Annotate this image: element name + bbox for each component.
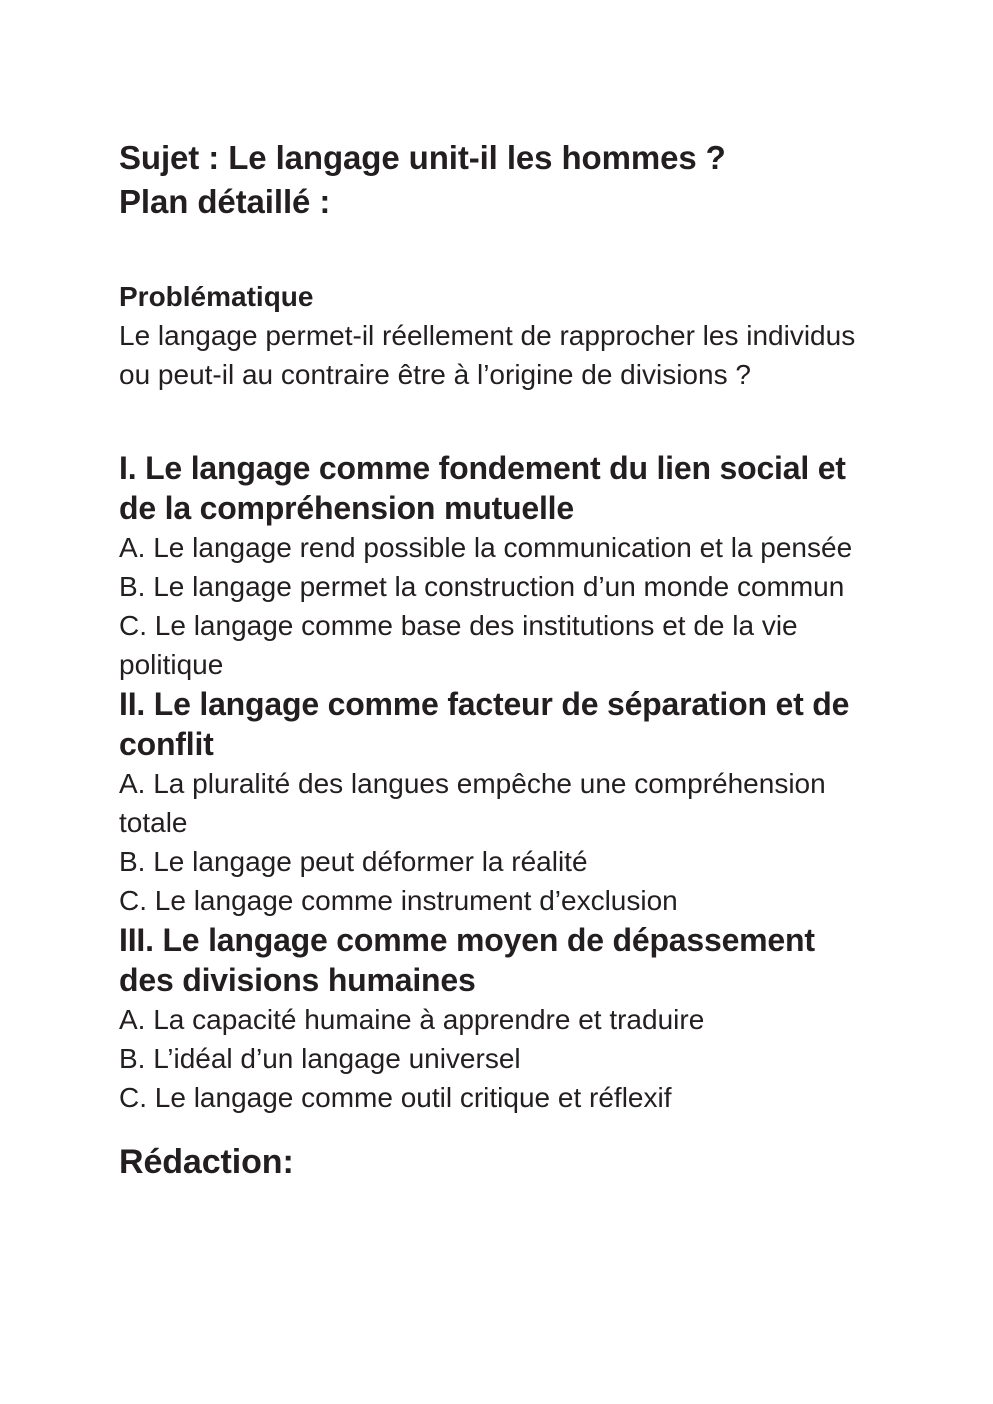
section-3-point-b: B. L’idéal d’un langage universel — [119, 1043, 521, 1074]
problematique-heading: Problématique — [119, 281, 314, 312]
document-body — [119, 136, 864, 1185]
section-1-heading: I. Le langage comme fondement du lien social et de la compréhension mutuelle — [119, 450, 846, 526]
section-2 — [119, 684, 864, 920]
problematique-block — [119, 278, 864, 394]
section-1-point-a: A. Le langage rend possible la communication et la pensée — [119, 532, 853, 563]
section-1-point-c: C. Le langage comme base des institutions et de la vie politique — [119, 610, 798, 680]
problematique-text: Le langage permet-il réellement de rapprocher les individus ou peut-il au contraire être à l’origine de divisions ? — [119, 320, 856, 390]
spacer-before-section-1 — [119, 394, 864, 448]
page-title — [119, 136, 864, 224]
spacer-before-redaction — [119, 1117, 864, 1139]
section-2-point-b: B. Le langage peut déformer la réalité — [119, 846, 588, 877]
title-line-subject: Sujet : Le langage unit-il les hommes ? — [119, 139, 726, 176]
section-1 — [119, 448, 864, 684]
title-line-plan: Plan détaillé : — [119, 183, 331, 220]
spacer-after-title — [119, 224, 864, 278]
section-3-point-a: A. La capacité humaine à apprendre et traduire — [119, 1004, 705, 1035]
section-3-heading: III. Le langage comme moyen de dépassement des divisions humaines — [119, 922, 815, 998]
section-2-point-a: A. La pluralité des langues empêche une compréhension totale — [119, 768, 826, 838]
redaction-heading: Rédaction: — [119, 1143, 294, 1181]
section-2-point-c: C. Le langage comme instrument d’exclusion — [119, 885, 678, 916]
section-2-heading: II. Le langage comme facteur de séparation et de conflit — [119, 686, 850, 762]
section-3-point-c: C. Le langage comme outil critique et réflexif — [119, 1082, 672, 1113]
section-3 — [119, 920, 864, 1117]
section-1-point-b: B. Le langage permet la construction d’un monde commun — [119, 571, 845, 602]
